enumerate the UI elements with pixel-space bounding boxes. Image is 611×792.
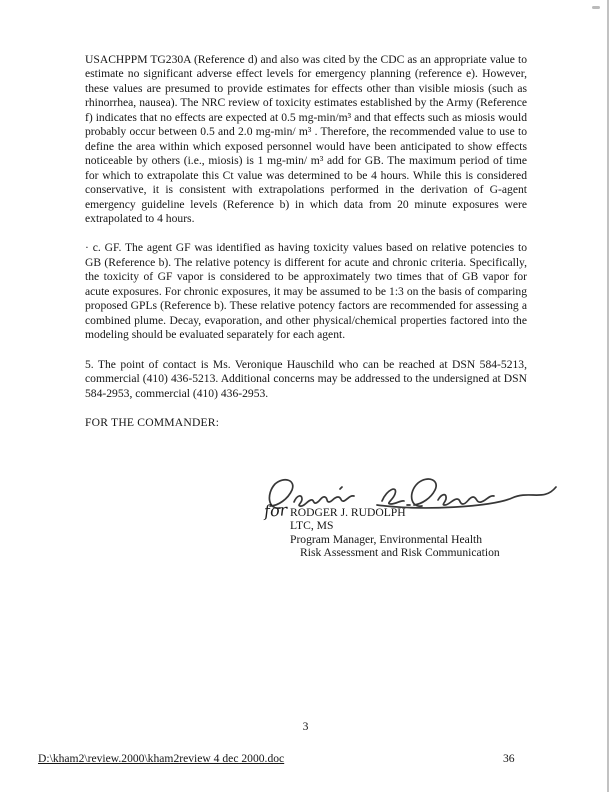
signatory-title-line2: Risk Assessment and Risk Communication bbox=[300, 545, 500, 559]
paragraph-point-of-contact: 5. The point of contact is Ms. Veronique Hauschild who can be reached at DSN 584-5213, commercial (410) 436-5213. Additional concerns may be addressed to the undersigned at DSN 584-2953, commercial (410) 436-2953. bbox=[85, 357, 527, 400]
paragraph-usachppm-toxicity: USACHPPM TG230A (Reference d) and also was cited by the CDC as an appropriate value to estimate no significant adverse effect levels for emergency planning (reference e). However, these values are presumed to provide estimates for effects other than visible miosis (such as rhinorrhea, nausea). The NRC review of toxicity estimates established by the Army (Reference f) indicates that no effects are expected at 0.5 mg-min/m³ and that effects such as miosis would probably occur between 0.5 and 2.0 mg-min/ m³ . Therefore, the recommended value to use to define the area within which exposed personnel would have been anticipated to show effects noticeable by others (i.e., miosis) is 1 mg-min/ m³ add for GB. The maximum period of time for which to extrapolate this Ct value was determined to be 4 hours. While this is considered conservative, it is consistent with extrapolations performed in the derivation of G-agent emergency guideline levels (Reference b) in which data from 20 minute exposures were extrapolated to 4 hours. bbox=[85, 53, 527, 225]
signatory-title-line1: Program Manager, Environmental Health bbox=[290, 532, 483, 546]
footer-file-path: D:\kham2\review.2000\kham2review 4 dec 2000.doc bbox=[38, 752, 285, 765]
handwritten-for-note: for bbox=[263, 500, 288, 521]
footer-page-label: 36 bbox=[503, 752, 515, 765]
document-body bbox=[85, 53, 527, 445]
signature-block bbox=[290, 506, 500, 559]
scan-edge-artifact bbox=[607, 0, 609, 792]
scan-speck-artifact bbox=[592, 6, 600, 9]
for-the-commander-line: FOR THE COMMANDER: bbox=[85, 415, 220, 429]
paragraph-gf-agent: · c. GF. The agent GF was identified as having toxicity values based on relative potencies to GB (Reference b). The relative potency is different for acute and chronic criteria. Specifically, the toxicity of GF vapor is considered to be approximately two times that of GB vapor for acute exposures. For chronic exposures, it may be assumed to be 1:3 on the basis of comparing proposed GPLs (Reference b). These relative potency factors are recommended for assessing a combined plume. Decay, evaporation, and other physical/chemical properties factored into the modeling should be evaluated separately for each agent. bbox=[85, 241, 527, 342]
signatory-name: RODGER J. RUDOLPH bbox=[290, 506, 406, 519]
page-number: 3 bbox=[302, 720, 309, 733]
signatory-rank: LTC, MS bbox=[290, 519, 334, 533]
